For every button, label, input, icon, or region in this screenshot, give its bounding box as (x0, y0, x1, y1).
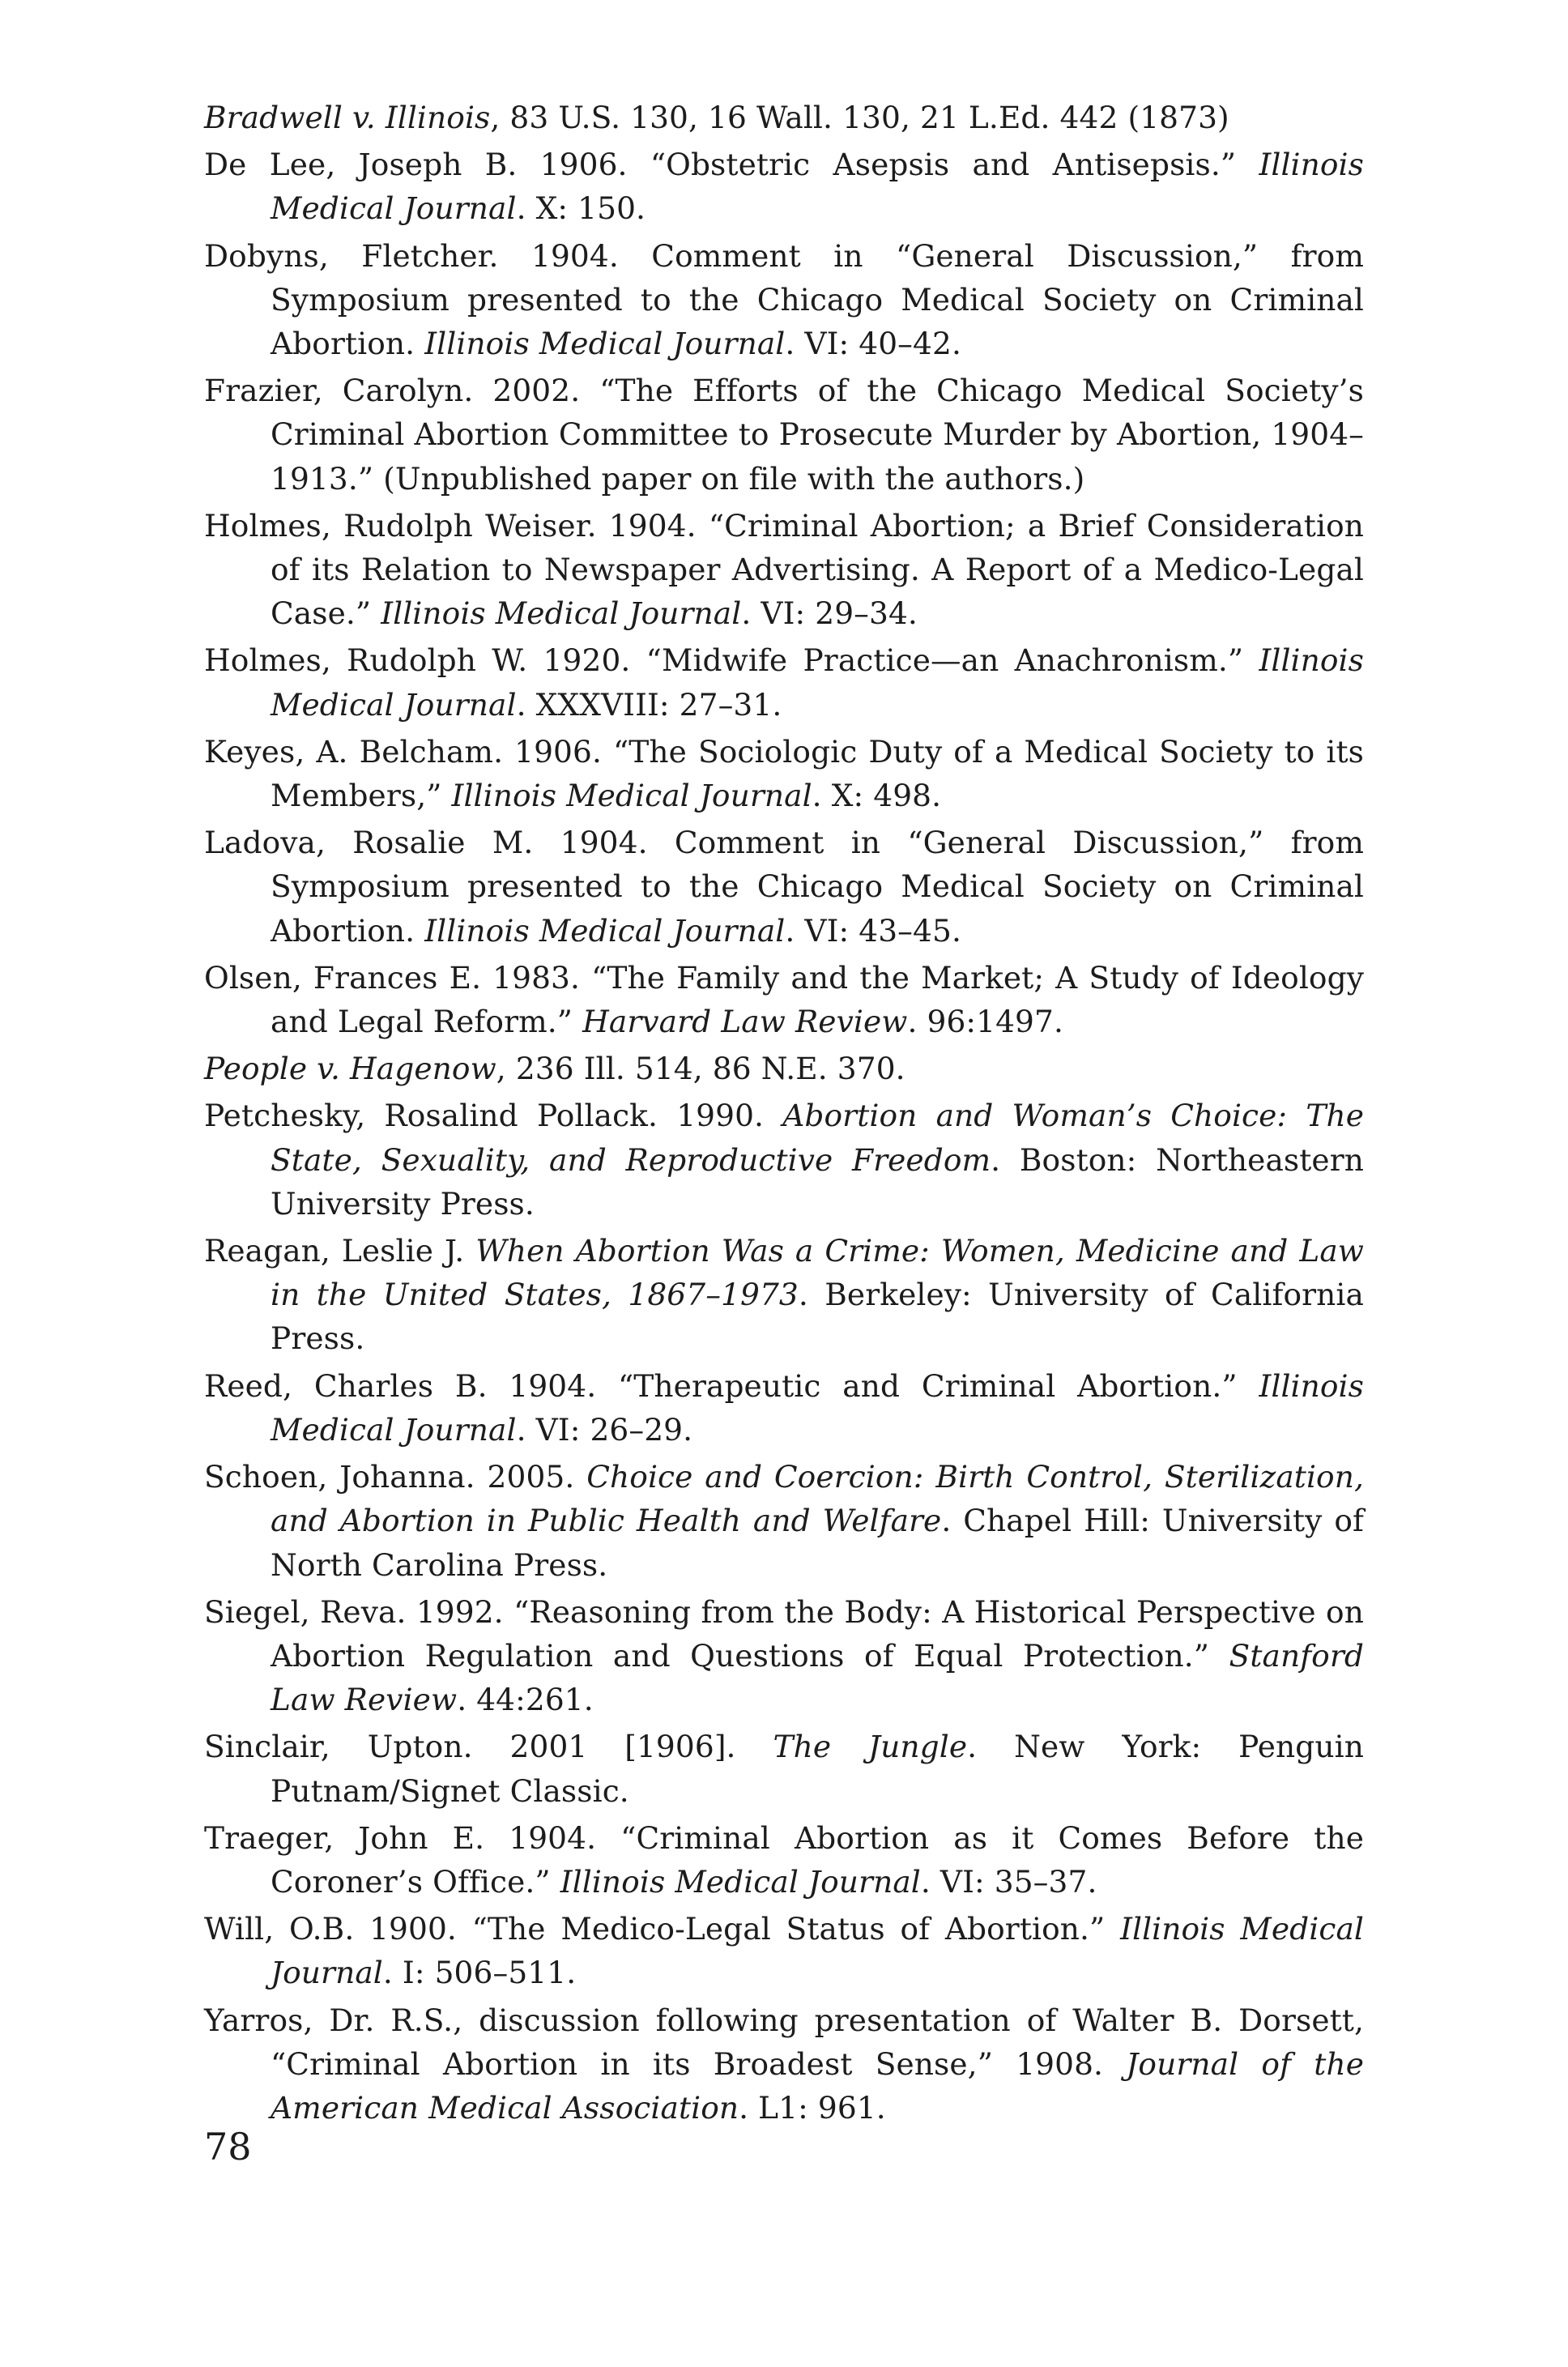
reference-entry (204, 1229, 1364, 1361)
reference-title-italic: Illinois Medical Journal (271, 642, 1364, 723)
reference-text: . XXXVIII: 27–31. (516, 686, 782, 723)
reference-title-italic: Stanford Law Review (271, 1637, 1364, 1718)
reference-entry (204, 1590, 1364, 1722)
reference-text: Holmes, Rudolph Weiser. 1904. “Criminal Abortion; a Brief Consideration of its Relation to Newspaper Advertising. A Report of a Medico-Legal Case.” (204, 507, 1364, 632)
reference-text: . New York: Penguin Putnam/Signet Classic. (271, 1729, 1365, 1809)
reference-text: Frazier, Carolyn. 2002. “The Efforts of the Chicago Medical Society’s Criminal Abortion Committee to Prosecute Murder by Abortion, 1904–1913.” (Unpublished paper on file with the authors.) (204, 373, 1364, 497)
reference-title-italic: When Abortion Was a Crime: Women, Medicine and Law in the United States, 1867–1973 (271, 1233, 1364, 1313)
reference-entry (204, 143, 1364, 230)
reference-text: Schoen, Johanna. 2005. (204, 1459, 587, 1495)
reference-text: . VI: 26–29. (516, 1411, 693, 1448)
reference-text: . X: 498. (812, 778, 942, 814)
reference-title-italic: Illinois Medical Journal (381, 595, 742, 632)
reference-entry (204, 1725, 1364, 1812)
reference-title-italic: Illinois Medical Journal (271, 1367, 1364, 1448)
reference-text: . X: 150. (516, 190, 646, 227)
reference-text: . L1: 961. (739, 2089, 886, 2126)
reference-text: Sinclair, Upton. 2001 [1906]. (204, 1729, 773, 1765)
reference-text: , 236 Ill. 514, 86 N.E. 370. (496, 1051, 905, 1087)
reference-text: Will, O.B. 1900. “The Medico-Legal Status of Abortion.” (204, 1911, 1121, 1947)
reference-entry (204, 956, 1364, 1043)
reference-title-italic: Bradwell v. Illinois (204, 100, 491, 135)
reference-text: Petchesky, Rosalind Pollack. 1990. (204, 1098, 783, 1134)
reference-title-italic: Illinois Medical Journal (271, 147, 1364, 227)
page-number: 78 (204, 2125, 252, 2169)
reference-title-italic: People v. Hagenow (204, 1051, 496, 1087)
reference-title-italic: The Jungle (773, 1729, 968, 1765)
reference-entry (204, 1907, 1364, 1994)
reference-entry (204, 1998, 1364, 2130)
reference-text: . VI: 35–37. (920, 1863, 1097, 1900)
reference-title-italic: Abortion and Woman’s Choice: The State, Sexuality, and Reproductive Freedom (271, 1098, 1364, 1178)
reference-text: Dobyns, Fletcher. 1904. Comment in “General Discussion,” from Symposium presented to the Chicago Medical Society on Criminal Abortion. (204, 237, 1364, 362)
reference-text: . Chapel Hill: University of North Carolina Press. (271, 1503, 1364, 1583)
reference-text: . VI: 40–42. (785, 326, 961, 362)
reference-text: Reagan, Leslie J. (204, 1233, 476, 1269)
reference-text: . 44:261. (457, 1682, 594, 1718)
reference-title-italic: Illinois Medical Journal (424, 326, 786, 362)
reference-title-italic: Illinois Medical Journal (451, 778, 812, 814)
reference-text: . VI: 29–34. (741, 595, 918, 632)
reference-entry (204, 1455, 1364, 1587)
reference-title-italic: Harvard Law Review (582, 1004, 908, 1040)
bibliography (204, 96, 1364, 2133)
reference-text: . VI: 43–45. (785, 912, 961, 949)
reference-entry (204, 1047, 1364, 1090)
reference-entry (204, 504, 1364, 636)
reference-title-italic: Journal of the American Medical Association (271, 2045, 1364, 2126)
reference-text: . Boston: Northeastern University Press. (271, 1141, 1364, 1222)
reference-text: Reed, Charles B. 1904. “Therapeutic and Criminal Abortion.” (204, 1367, 1259, 1404)
reference-entry (204, 821, 1364, 953)
reference-text: Keyes, A. Belcham. 1906. “The Sociologic Duty of a Medical Society to its Members,” (204, 733, 1364, 814)
reference-list (204, 96, 1364, 2130)
reference-text: , 83 U.S. 130, 16 Wall. 130, 21 L.Ed. 442 (1873) (490, 100, 1229, 135)
reference-text: Yarros, Dr. R.S., discussion following presentation of Walter B. Dorsett, “Criminal Abortion in its Broadest Sense,” 1908. (204, 2002, 1364, 2082)
reference-text: Siegel, Reva. 1992. “Reasoning from the Body: A Historical Perspective on Abortion Regulation and Questions of Equal Protection.” (204, 1593, 1364, 1674)
reference-title-italic: Illinois Medical Journal (271, 1911, 1364, 1991)
reference-text: . Berkeley: University of California Press. (271, 1277, 1364, 1357)
reference-entry (204, 638, 1364, 726)
reference-text: De Lee, Joseph B. 1906. “Obstetric Asepsis and Antisepsis.” (204, 147, 1259, 183)
reference-text: Olsen, Frances E. 1983. “The Family and the Market; A Study of Ideology and Legal Reform.” (204, 959, 1364, 1040)
reference-text: Ladova, Rosalie M. 1904. Comment in “General Discussion,” from Symposium presented to the Chicago Medical Society on Criminal Abortion. (204, 825, 1364, 949)
reference-text: Holmes, Rudolph W. 1920. “Midwife Practice—an Anachronism.” (204, 642, 1259, 679)
reference-entry (204, 1816, 1364, 1904)
reference-title-italic: Illinois Medical Journal (560, 1863, 921, 1900)
reference-entry (204, 1364, 1364, 1452)
reference-title-italic: Illinois Medical Journal (424, 912, 786, 949)
reference-text: . I: 506–511. (382, 1955, 577, 1991)
reference-entry (204, 730, 1364, 817)
reference-title-italic: Choice and Coercion: Birth Control, Sterilization, and Abortion in Public Health and Welfare (271, 1459, 1364, 1539)
reference-text: . 96:1497. (907, 1004, 1063, 1040)
reference-entry (204, 96, 1364, 139)
reference-entry (204, 234, 1364, 366)
reference-text: Traeger, John E. 1904. “Criminal Abortion as it Comes Before the Coroner’s Office.” (204, 1819, 1364, 1900)
reference-entry (204, 1094, 1364, 1226)
reference-entry (204, 369, 1364, 501)
